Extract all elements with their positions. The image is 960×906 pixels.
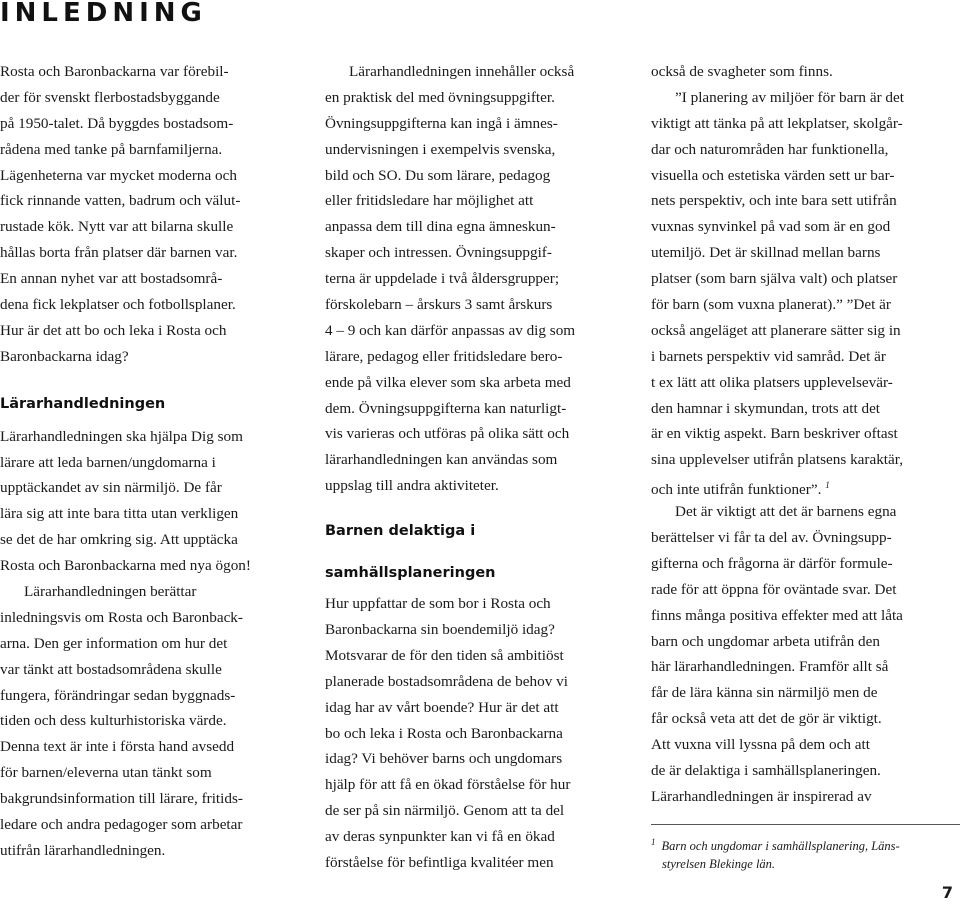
text-line: arna. Den ger information om hur det [0,634,228,652]
text-line: platser (som barn själva valt) och platser [651,270,898,288]
page-title: INLEDNING [0,0,207,28]
footnote-reference: 1 [825,480,830,491]
text-line: idag? Vi behöver barns och ungdomars [325,750,563,768]
text-line: var tänkt att bostadsområdena skulle [0,660,222,678]
text-line: viktigt att tänka på att lekplatser, skolgår- [651,114,903,132]
text-line: lärare att leda barnen/ungdomarna i [0,453,216,471]
quote-end-text: och inte utifrån funktioner”. [651,481,822,499]
text-line: Baronbackarna idag? [0,347,129,365]
text-line: finns många positiva effekter med att låta [651,606,903,624]
text-line: vis varieras och utföras på olika sätt och [325,425,570,443]
text-line: lärare, pedagog eller fritidsledare bero- [325,347,563,365]
text-line: förskolebarn – årskurs 3 samt årskurs [325,296,553,314]
text-line: Lärarhandledningen är inspirerad av [651,787,872,805]
text-line: Baronbackarna sin boendemiljö idag? [325,621,555,639]
text-line: fick rinnande vatten, badrum och välut- [0,192,241,210]
column-3 [651,59,960,873]
text-line: bild och SO. Du som lärare, pedagog [325,166,551,184]
larar-paragraph [0,424,300,579]
text-line: Övningsuppgifterna kan ingå i ämnes- [325,114,558,132]
text-line: fungera, förändringar sedan byggnads- [0,686,236,704]
text-line: är en viktig aspekt. Barn beskriver oftast [651,425,898,443]
text-line: också de svagheter som finns. [651,63,833,80]
text-line: Hur uppfattar de som bor i Rosta och [325,595,551,613]
column-2 [325,59,630,876]
text-line: nets perspektiv, och inte bara sett utifrån [651,192,897,210]
text-line: upptäckandet av sin närmiljö. De får [0,479,222,497]
text-line: de ser på sin närmiljö. Genom att ta del [325,802,565,820]
text-line: Rosta och Baronbackarna med nya ögon! [0,557,251,575]
footnote [651,833,960,873]
text-line [651,473,960,499]
text-line: ”I planering av miljöer för barn är det [675,88,904,106]
weakness-line [651,59,960,85]
text-line: lärarhandledningen kan användas som [325,451,558,469]
text-line: Lärarhandledningen innehåller också [349,63,575,80]
larar-paragraph-2 [0,579,300,864]
text-line: rådena med tanke på barnfamiljerna. [0,140,223,158]
text-line: hjälp för att få en ökad förståelse för hur [325,776,571,794]
text-line: ledare och andra pedagoger som arbetar [0,816,243,834]
barnen-paragraph [325,591,630,876]
text-line: Hur är det att bo och leka i Rosta och [0,321,227,339]
text-line: undervisningen i exempelvis svenska, [325,140,556,158]
text-line: ende på vilka elever som ska arbeta med [325,373,571,391]
text-line: får också veta att det de gör är viktigt. [651,710,882,728]
text-line: förståelse för befintliga kvalitéer men [325,854,554,872]
text-line: Lägenheterna var mycket moderna och [0,166,237,184]
text-line: här lärarhandledningen. Framför allt så [651,658,889,676]
text-line: Att vuxna vill lyssna på dem och att [651,736,870,754]
text-line: Motsvarar de för den tiden så ambitiöst [325,646,564,664]
text-line: rustade kök. Nytt var att bilarna skulle [0,218,234,236]
column-1 [0,59,300,864]
text-line: skaper och intressen. Övningsuppgif- [325,244,552,262]
text-line: den hamnar i skymundan, trots att det [651,399,881,417]
text-line: 4 – 9 och kan därför anpassas av dig som [325,321,576,339]
text-line: också angeläget att planerare sätter sig in [651,321,901,339]
text-line: visuella och estetiska värden sett ur bar- [651,166,895,184]
text-line: får de lära känna sin närmiljö men de [651,684,878,702]
text-line: för barn (som vuxna planerat).” ”Det är [651,296,891,314]
text-line: Lärarhandledningen ska hjälpa Dig som [0,427,243,445]
importance-paragraph [651,499,960,810]
text-line: utifrån lärarhandledningen. [0,841,166,859]
text-line: i barnets perspektiv vid samråd. Det är [651,347,886,365]
text-line: Rosta och Baronbackarna var förebil- [0,63,229,80]
text-line: t ex lätt att olika platsers upplevelsevär- [651,373,893,391]
text-line: de är delaktiga i samhällsplaneringen. [651,762,881,780]
footnote-text: Barn och ungdomar i samhällsplanering, Läns- [661,838,900,853]
text-line: av deras synpunkter kan vi få en ökad [325,828,555,846]
text-line: planerade bostadsområdena de behov vi [325,672,568,690]
text-line: gifterna och frågorna är därför formule- [651,554,893,572]
section-heading-barnen-line1: Barnen delaktiga i [325,523,476,540]
text-line: för barnen/eleverna utan tänkt som [0,764,212,782]
footnote-separator [651,824,960,825]
text-line: Denna text är inte i första hand avsedd [0,738,235,756]
text-line: sina upplevelser utifrån platsens karaktär, [651,451,904,469]
text-line: utemiljö. Det är skillnad mellan barns [651,244,881,262]
footnote-line [651,855,960,873]
text-line: terna är uppdelade i två åldersgrupper; [325,270,560,288]
section-heading-larar: Lärarhandledningen [0,395,166,412]
text-line: hållas borta från platser där barnen var. [0,244,238,262]
text-line: Lärarhandledningen berättar [24,583,197,601]
text-line: dena fick lekplatser och fotbollsplaner. [0,296,236,314]
text-line: bakgrundsinformation till lärare, fritids- [0,790,243,808]
intro-paragraph [0,59,300,370]
text-line: inledningsvis om Rosta och Baronback- [0,608,243,626]
footnote-text: styrelsen Blekinge län. [662,856,776,871]
text-line: en praktisk del med övningsuppgifter. [325,88,555,106]
text-line: se det de har omkring sig. Att upptäcka [0,531,238,549]
text-line: på 1950-talet. Då byggdes bostadsom- [0,114,234,132]
text-line: lära sig att inte bara titta utan verkligen [0,505,239,523]
text-line: tiden och dess kulturhistoriska värde. [0,712,227,730]
text-line: berättelser vi får ta del av. Övningsupp- [651,529,892,547]
text-line: En annan nyhet var att bostadsområ- [0,270,223,288]
text-line: barn och ungdomar arbeta utifrån den [651,632,880,650]
text-line: dar och naturområden har funktionella, [651,140,889,158]
text-line: uppslag till andra aktiviteter. [325,477,499,495]
text-line: bo och leka i Rosta och Baronbackarna [325,724,563,742]
text-line: anpassa dem till dina egna ämneskun- [325,218,556,236]
page-number: 7 [941,883,953,902]
section-heading-barnen-line2: samhällsplaneringen [325,565,496,582]
text-line: eller fritidsledare har möjlighet att [325,192,534,210]
text-line: rade för att öppna för oväntade svar. Det [651,580,897,598]
text-line: dem. Övningsuppgifterna kan naturligt- [325,399,567,417]
exercise-paragraph [325,59,630,499]
text-line: idag har av vårt boende? Hur är det att [325,698,559,716]
quote-paragraph [651,85,960,499]
footnote-number: 1 [651,836,656,847]
footnote-line [651,833,960,855]
text-line: der för svenskt flerbostadsbyggande [0,88,220,106]
text-line: Det är viktigt att det är barnens egna [675,503,897,521]
text-line: vuxnas synvinkel på vad som är en god [651,218,891,236]
